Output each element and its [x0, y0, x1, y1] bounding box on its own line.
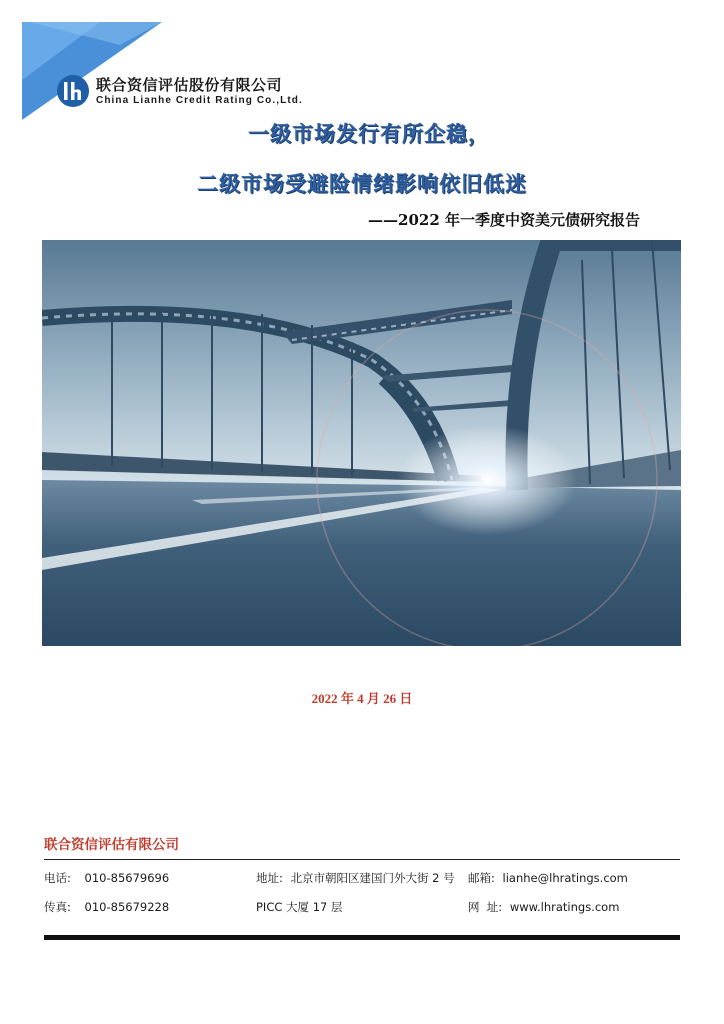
footer-company-name: 联合资信评估有限公司 [44, 837, 179, 853]
report-title-line1: 一级市场发行有所企稳， [248, 121, 490, 146]
fax-row [44, 899, 169, 915]
report-subtitle: ——2022 年一季度中资美元债研究报告 [368, 211, 640, 229]
website-link[interactable]: www.lhratings.com [509, 900, 620, 914]
bridge-cover-image [42, 240, 681, 646]
email-link[interactable]: lianhe@lhratings.com [502, 871, 628, 885]
report-title-line2: 二级市场受避险情绪影响依旧低迷 [197, 171, 527, 196]
email-label: 邮箱: [468, 871, 495, 885]
fax-value: 010-85679228 [84, 900, 170, 914]
company-logo [56, 74, 303, 108]
footer-divider [44, 859, 680, 860]
lh-logo-icon [56, 74, 90, 108]
email-row [468, 870, 628, 886]
address-line1: 北京市朝阳区建国门外大街 2 号 [290, 871, 455, 885]
footer-bottom-bar [44, 935, 680, 940]
phone-row [44, 870, 169, 886]
fax-label: 传真: [44, 900, 71, 914]
address-row [256, 870, 455, 886]
address-label: 地址: [256, 871, 283, 885]
logo-company-en: China Lianhe Credit Rating Co.,Ltd. [96, 94, 303, 106]
logo-company-cn: 联合资信评估股份有限公司 [96, 75, 283, 94]
phone-label: 电话: [44, 871, 71, 885]
website-label: 网 址: [468, 900, 503, 914]
cover-date: 2022 年 4 月 26 日 [311, 691, 413, 706]
phone-value: 010-85679696 [84, 871, 170, 885]
website-row [468, 899, 619, 915]
address-line2: PICC 大厦 17 层 [256, 900, 343, 914]
